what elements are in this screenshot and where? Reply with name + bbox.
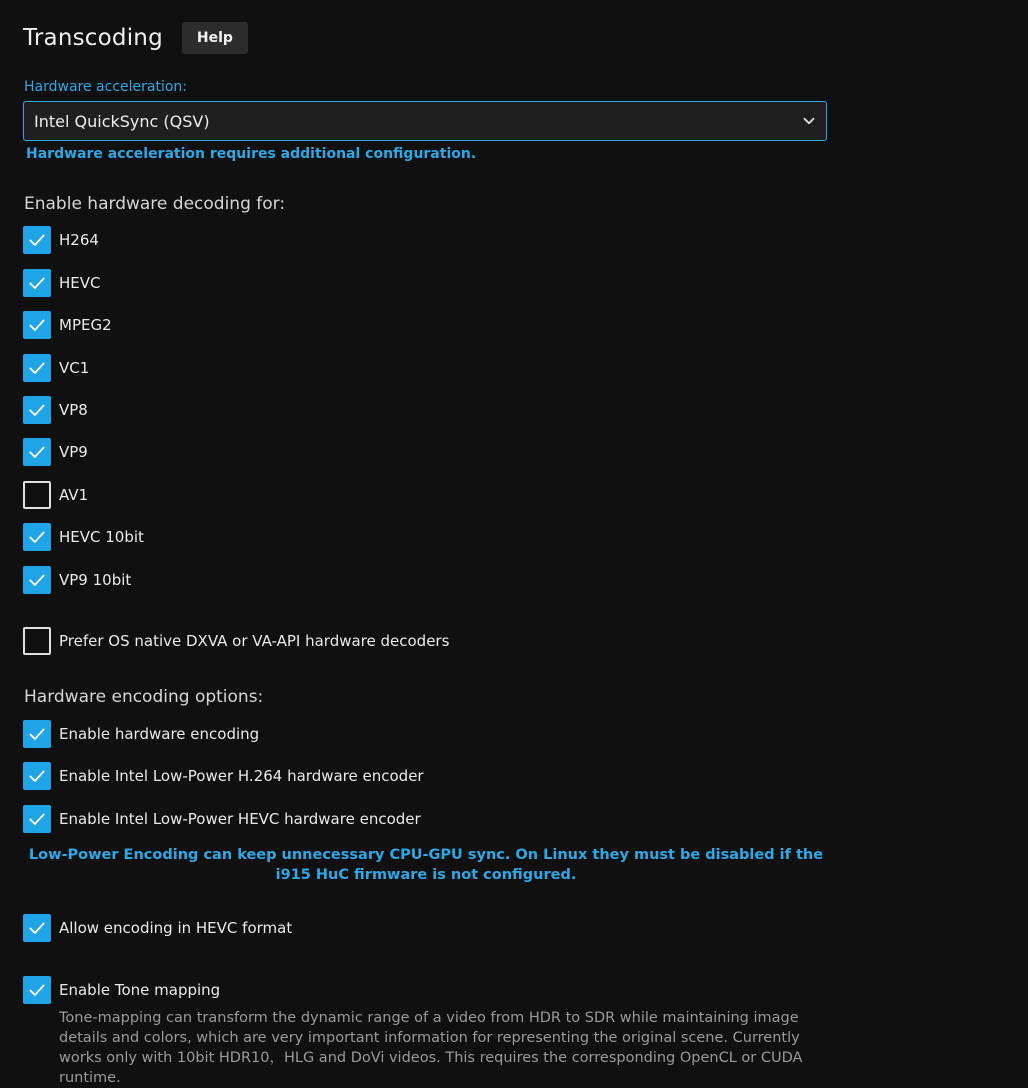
checkmark-icon: [27, 400, 47, 420]
checkbox-box[interactable]: [23, 627, 51, 655]
checkbox-box[interactable]: [23, 805, 51, 833]
checkbox-mpeg2[interactable]: [23, 311, 112, 339]
decoding-section-heading: Enable hardware decoding for:: [24, 194, 286, 214]
checkbox-low-power-hevc[interactable]: [23, 805, 421, 833]
checkbox-label: VP9: [59, 443, 88, 461]
checkbox-hevc[interactable]: [23, 269, 101, 297]
checkbox-label: Enable hardware encoding: [59, 725, 260, 743]
checkbox-box[interactable]: [23, 762, 51, 790]
checkbox-label: Enable Tone mapping: [59, 981, 221, 999]
checkbox-vc1[interactable]: [23, 354, 89, 382]
page-title: Transcoding: [23, 25, 163, 51]
checkmark-icon: [27, 918, 47, 938]
checkbox-enable-hardware-encoding[interactable]: [23, 720, 259, 748]
checkbox-prefer-native-decoders[interactable]: [23, 627, 449, 655]
checkbox-box[interactable]: [23, 481, 51, 509]
checkmark-icon: [27, 766, 47, 786]
checkbox-enable-tone-mapping[interactable]: [23, 976, 220, 1004]
checkmark-icon: [27, 980, 47, 1000]
checkbox-label: Enable Intel Low-Power HEVC hardware encoder: [59, 810, 421, 828]
page-header: [23, 22, 248, 54]
checkmark-icon: [27, 809, 47, 829]
checkbox-box[interactable]: [23, 269, 51, 297]
checkbox-box[interactable]: [23, 720, 51, 748]
checkbox-box[interactable]: [23, 354, 51, 382]
checkbox-vp9[interactable]: [23, 438, 88, 466]
checkbox-box[interactable]: [23, 523, 51, 551]
checkbox-label: VP8: [59, 401, 88, 419]
checkbox-label: Allow encoding in HEVC format: [59, 919, 293, 937]
checkbox-label: Enable Intel Low-Power H.264 hardware encoder: [59, 767, 424, 785]
checkmark-icon: [27, 358, 47, 378]
checkmark-icon: [27, 230, 47, 250]
checkbox-label: H264: [59, 231, 99, 249]
checkbox-box[interactable]: [23, 914, 51, 942]
checkbox-label: VC1: [59, 359, 90, 377]
checkbox-box[interactable]: [23, 396, 51, 424]
checkbox-box[interactable]: [23, 566, 51, 594]
encoding-section-heading: Hardware encoding options:: [24, 687, 264, 707]
checkbox-box[interactable]: [23, 438, 51, 466]
checkbox-label: MPEG2: [59, 316, 112, 334]
checkbox-box[interactable]: [23, 976, 51, 1004]
checkbox-h264[interactable]: [23, 226, 99, 254]
checkmark-icon: [27, 570, 47, 590]
help-button[interactable]: Help: [182, 22, 248, 54]
checkbox-allow-hevc-encoding[interactable]: [23, 914, 292, 942]
tone-mapping-description: Tone-mapping can transform the dynamic range of a video from HDR to SDR while maintaining image details and colors, which are very important information for representing the original scene. Currently works only with 10bit HDR10，HLG and DoVi videos. This requires the corresponding OpenCL or CUDA runtime.: [59, 1010, 803, 1086]
checkbox-label: HEVC 10bit: [59, 528, 144, 546]
checkmark-icon: [27, 273, 47, 293]
checkbox-hevc-10bit[interactable]: [23, 523, 144, 551]
checkbox-box[interactable]: [23, 311, 51, 339]
checkmark-icon: [27, 724, 47, 744]
checkbox-box[interactable]: [23, 226, 51, 254]
hardware-acceleration-label: Hardware acceleration:: [24, 79, 188, 95]
chevron-down-icon: [800, 112, 818, 130]
hardware-acceleration-select[interactable]: [23, 101, 827, 141]
checkbox-low-power-h264[interactable]: [23, 762, 424, 790]
hardware-acceleration-note: Hardware acceleration requires additional configuration.: [26, 146, 477, 162]
low-power-encoding-note: Low-Power Encoding can keep unnecessary CPU-GPU sync. On Linux they must be disabled if the i915 HuC firmware is not configured.: [28, 847, 824, 883]
checkbox-label: Prefer OS native DXVA or VA-API hardware decoders: [59, 632, 450, 650]
checkbox-vp8[interactable]: [23, 396, 88, 424]
checkmark-icon: [27, 442, 47, 462]
checkbox-vp9-10bit[interactable]: [23, 566, 131, 594]
checkbox-label: VP9 10bit: [59, 571, 132, 589]
checkbox-label: HEVC: [59, 274, 101, 292]
checkbox-label: AV1: [59, 486, 89, 504]
checkmark-icon: [27, 527, 47, 547]
checkbox-av1[interactable]: [23, 481, 88, 509]
checkmark-icon: [27, 315, 47, 335]
hardware-acceleration-selected-value: Intel QuickSync (QSV): [34, 111, 210, 131]
